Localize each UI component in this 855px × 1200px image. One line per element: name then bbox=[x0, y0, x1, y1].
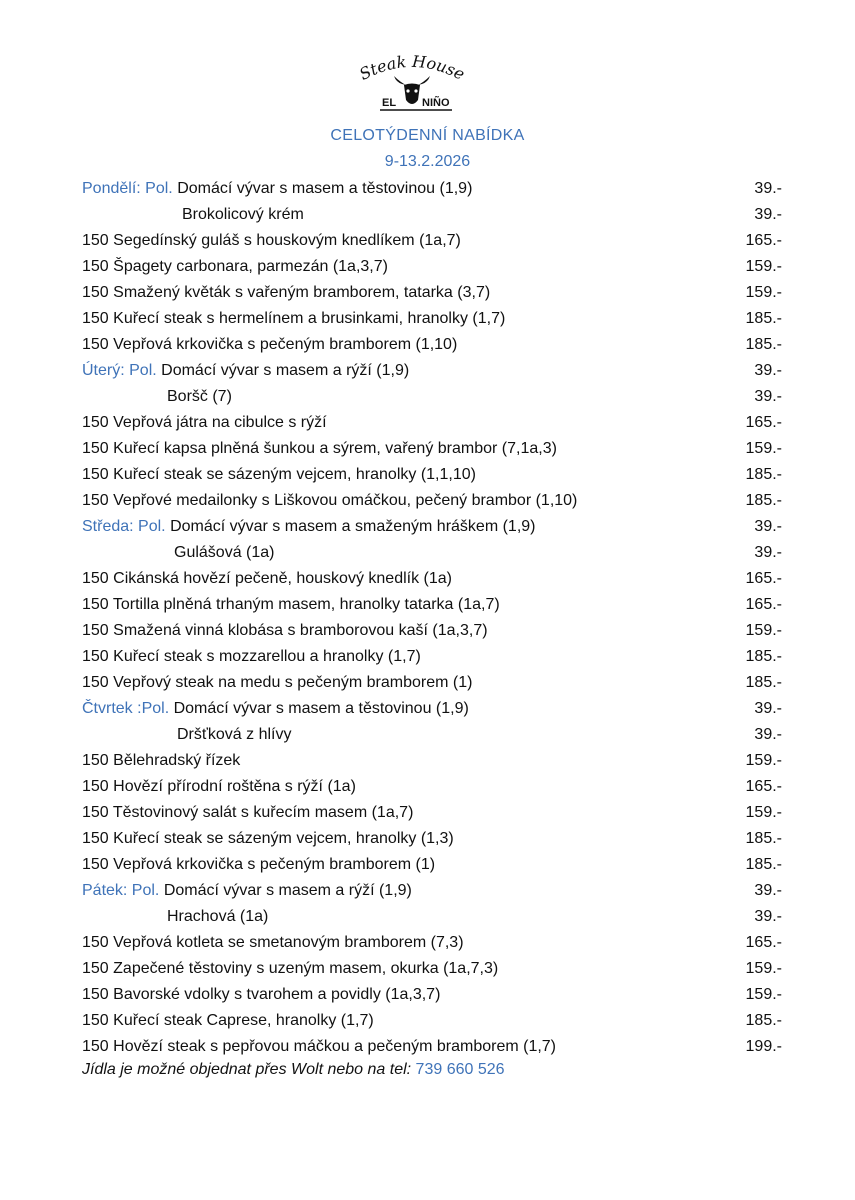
soup-name: Domácí vývar s masem a smaženým hráškem (1,9) bbox=[170, 518, 536, 535]
price: 39.- bbox=[754, 206, 782, 223]
price: 185.- bbox=[745, 648, 782, 665]
price: 185.- bbox=[745, 336, 782, 353]
meal-row bbox=[82, 462, 792, 488]
price: 185.- bbox=[745, 466, 782, 483]
price: 39.- bbox=[754, 544, 782, 561]
day-label: Pondělí: Pol. bbox=[82, 180, 173, 197]
soup-row bbox=[82, 904, 792, 930]
meal-name: 150 Vepřová játra na cibulce s rýží bbox=[82, 414, 327, 431]
price: 185.- bbox=[745, 492, 782, 509]
menu-dates: 9-13.2.2026 bbox=[384, 153, 471, 170]
logo-script-text: Steak House bbox=[356, 52, 468, 84]
meal-row bbox=[82, 410, 792, 436]
price: 39.- bbox=[754, 700, 782, 717]
meal-row bbox=[82, 1008, 792, 1034]
meal-row bbox=[82, 956, 792, 982]
meal-row bbox=[82, 436, 792, 462]
price: 159.- bbox=[745, 752, 782, 769]
phone-number: 739 660 526 bbox=[415, 1061, 505, 1078]
price: 39.- bbox=[754, 726, 782, 743]
meal-row bbox=[82, 644, 792, 670]
price: 159.- bbox=[745, 804, 782, 821]
soup-row bbox=[82, 384, 792, 410]
meal-row bbox=[82, 566, 792, 592]
meal-name: 150 Segedínský guláš s houskovým knedlíkem (1a,7) bbox=[82, 232, 461, 249]
price: 165.- bbox=[745, 570, 782, 587]
meal-name: 150 Smažená vinná klobása s bramborovou kaší (1a,3,7) bbox=[82, 622, 488, 639]
soup-row bbox=[82, 878, 792, 904]
soup-row bbox=[82, 358, 792, 384]
meal-name: 150 Tortilla plněná trhaným masem, hranolky tatarka (1a,7) bbox=[82, 596, 500, 613]
soup-name: Brokolicový krém bbox=[182, 206, 304, 223]
soup-name: Gulášová (1a) bbox=[174, 544, 275, 561]
price: 159.- bbox=[745, 622, 782, 639]
order-note-text: Jídla je možné objednat přes Wolt nebo na tel: bbox=[82, 1061, 412, 1078]
meal-row bbox=[82, 852, 792, 878]
meal-name: 150 Kuřecí steak se sázeným vejcem, hranolky (1,3) bbox=[82, 830, 454, 847]
meal-name: 150 Kuřecí steak s hermelínem a brusinkami, hranolky (1,7) bbox=[82, 310, 506, 327]
soup-name: Hrachová (1a) bbox=[167, 908, 269, 925]
price: 159.- bbox=[745, 258, 782, 275]
meal-name: 150 Cikánská hovězí pečeně, houskový knedlík (1a) bbox=[82, 570, 452, 587]
price: 165.- bbox=[745, 778, 782, 795]
meal-row bbox=[82, 774, 792, 800]
meal-name: 150 Hovězí přírodní roštěna s rýží (1a) bbox=[82, 778, 356, 795]
soup-row bbox=[82, 514, 792, 540]
price: 159.- bbox=[745, 440, 782, 457]
meal-name: 150 Vepřová krkovička s pečeným bramborem (1) bbox=[82, 856, 436, 873]
meal-name: 150 Zapečené těstoviny s uzeným masem, okurka (1a,7,3) bbox=[82, 960, 499, 977]
meal-row bbox=[82, 228, 792, 254]
soup-row bbox=[82, 176, 792, 202]
meal-row bbox=[82, 280, 792, 306]
day-label: Středa: Pol. bbox=[82, 518, 166, 535]
price: 199.- bbox=[745, 1038, 782, 1055]
meal-name: 150 Těstovinový salát s kuřecím masem (1a,7) bbox=[82, 804, 414, 821]
price: 165.- bbox=[745, 934, 782, 951]
price: 39.- bbox=[754, 388, 782, 405]
soup-row bbox=[82, 540, 792, 566]
logo-nino-text: NIÑO bbox=[422, 97, 450, 109]
meal-name: 150 Vepřová krkovička s pečeným bramborem (1,10) bbox=[82, 336, 458, 353]
price: 185.- bbox=[745, 1012, 782, 1029]
price: 165.- bbox=[745, 232, 782, 249]
meal-name: 150 Bělehradský řízek bbox=[82, 752, 241, 769]
price: 159.- bbox=[745, 986, 782, 1003]
price: 185.- bbox=[745, 674, 782, 691]
meal-row bbox=[82, 254, 792, 280]
price: 185.- bbox=[745, 830, 782, 847]
soup-name: Domácí vývar s masem a těstovinou (1,9) bbox=[177, 180, 473, 197]
menu-list bbox=[82, 176, 792, 1060]
steak-house-logo bbox=[352, 52, 472, 118]
meal-row bbox=[82, 332, 792, 358]
meal-row bbox=[82, 826, 792, 852]
price: 39.- bbox=[754, 882, 782, 899]
meal-row bbox=[82, 618, 792, 644]
meal-name: 150 Kuřecí steak se sázeným vejcem, hranolky (1,1,10) bbox=[82, 466, 476, 483]
menu-title: CELOTÝDENNÍ NABÍDKA bbox=[330, 127, 525, 144]
soup-name: Boršč (7) bbox=[167, 388, 232, 405]
day-label: Čtvrtek :Pol. bbox=[82, 700, 170, 717]
soup-row bbox=[82, 722, 792, 748]
meal-row bbox=[82, 800, 792, 826]
price: 159.- bbox=[745, 284, 782, 301]
price: 159.- bbox=[745, 960, 782, 977]
price: 39.- bbox=[754, 362, 782, 379]
meal-row bbox=[82, 1034, 792, 1060]
meal-name: 150 Smažený květák s vařeným bramborem, tatarka (3,7) bbox=[82, 284, 491, 301]
price: 185.- bbox=[745, 856, 782, 873]
soup-name: Dršťková z hlívy bbox=[177, 726, 292, 743]
meal-name: 150 Kuřecí kapsa plněná šunkou a sýrem, vařený brambor (7,1a,3) bbox=[82, 440, 557, 457]
meal-name: 150 Kuřecí steak s mozzarellou a hranolky (1,7) bbox=[82, 648, 421, 665]
meal-name: 150 Kuřecí steak Caprese, hranolky (1,7) bbox=[82, 1012, 374, 1029]
meal-name: 150 Bavorské vdolky s tvarohem a povidly (1a,3,7) bbox=[82, 986, 441, 1003]
price: 185.- bbox=[745, 310, 782, 327]
meal-row bbox=[82, 488, 792, 514]
meal-row bbox=[82, 982, 792, 1008]
meal-name: 150 Vepřová kotleta se smetanovým bramborem (7,3) bbox=[82, 934, 464, 951]
price: 165.- bbox=[745, 596, 782, 613]
meal-name: 150 Hovězí steak s pepřovou máčkou a pečeným bramborem (1,7) bbox=[82, 1038, 557, 1055]
soup-name: Domácí vývar s masem a rýží (1,9) bbox=[161, 362, 410, 379]
order-note bbox=[82, 1061, 505, 1079]
meal-row bbox=[82, 930, 792, 956]
meal-name: 150 Vepřový steak na medu s pečeným bramborem (1) bbox=[82, 674, 473, 691]
price: 39.- bbox=[754, 180, 782, 197]
meal-row bbox=[82, 592, 792, 618]
soup-row bbox=[82, 202, 792, 228]
price: 39.- bbox=[754, 908, 782, 925]
meal-name: 150 Vepřové medailonky s Liškovou omáčkou, pečený brambor (1,10) bbox=[82, 492, 578, 509]
soup-row bbox=[82, 696, 792, 722]
logo-el-text: EL bbox=[382, 97, 397, 109]
price: 39.- bbox=[754, 518, 782, 535]
soup-name: Domácí vývar s masem a rýží (1,9) bbox=[163, 882, 412, 899]
meal-row bbox=[82, 748, 792, 774]
day-label: Úterý: Pol. bbox=[82, 362, 157, 379]
soup-name: Domácí vývar s masem a těstovinou (1,9) bbox=[173, 700, 469, 717]
price: 165.- bbox=[745, 414, 782, 431]
meal-name: 150 Špagety carbonara, parmezán (1a,3,7) bbox=[82, 258, 388, 275]
meal-row bbox=[82, 306, 792, 332]
day-label: Pátek: Pol. bbox=[82, 882, 160, 899]
meal-row bbox=[82, 670, 792, 696]
